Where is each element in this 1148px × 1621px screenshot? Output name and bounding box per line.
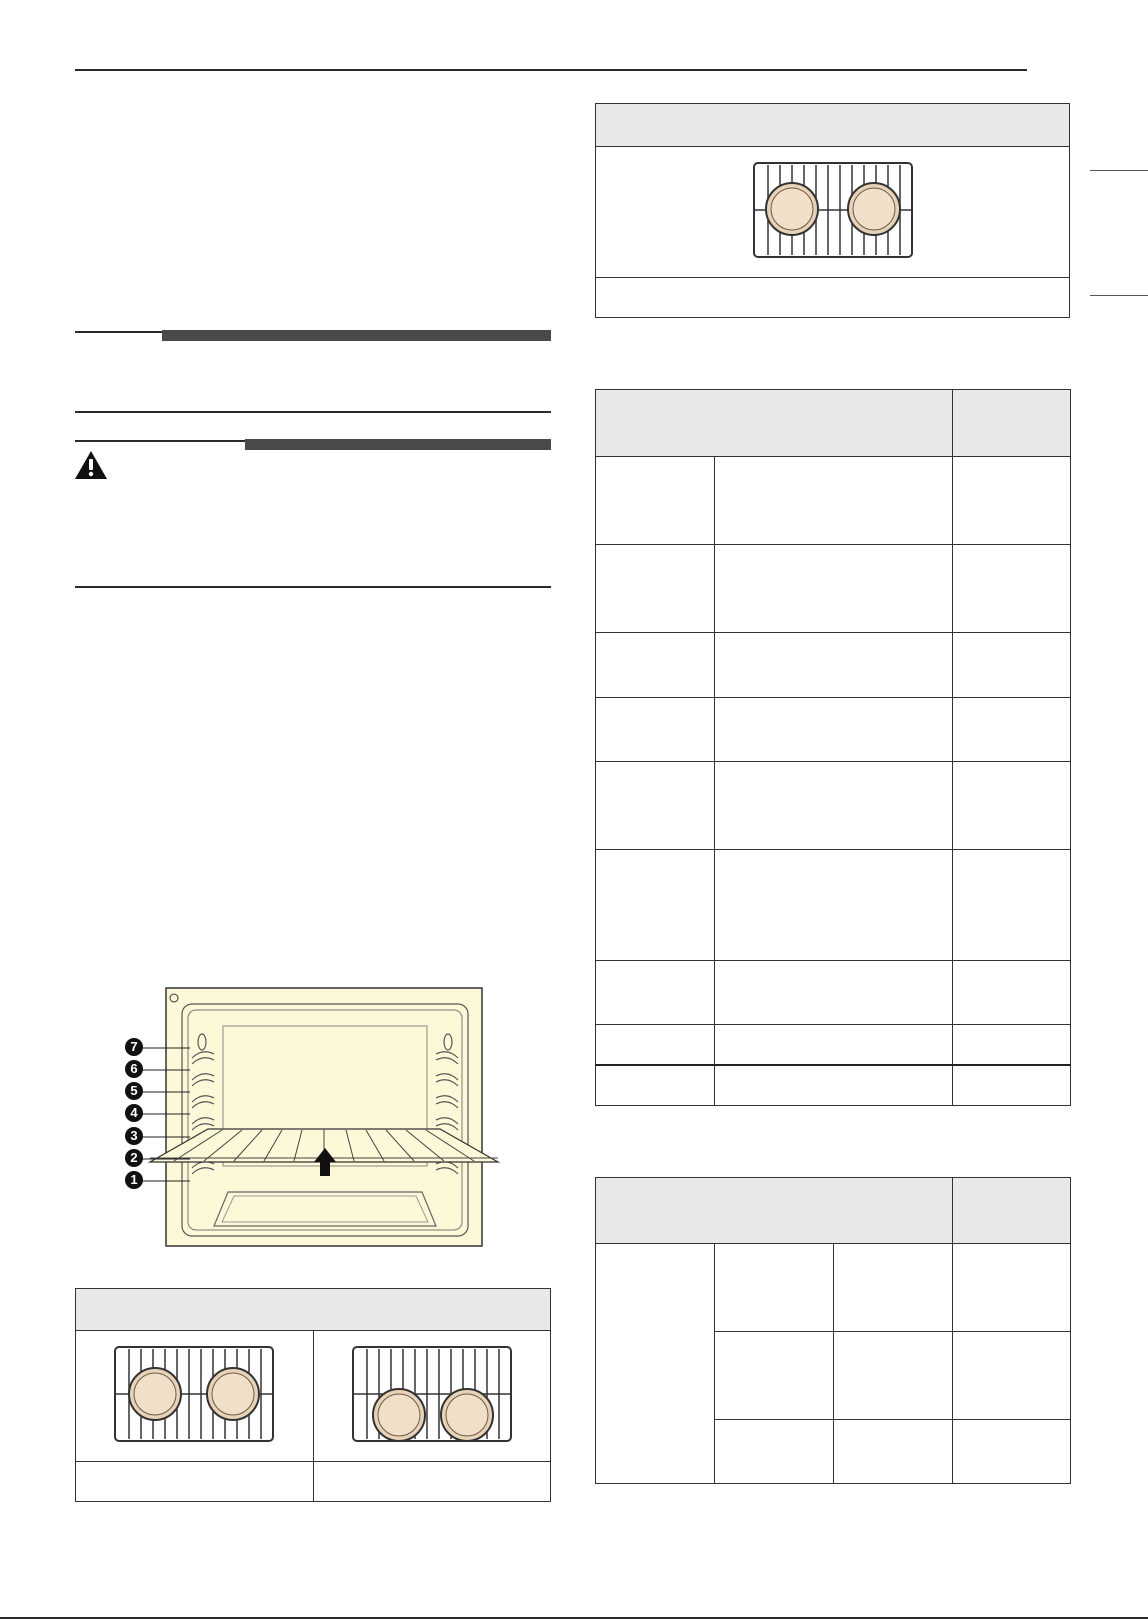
warning-bottom-rule [75,586,551,588]
warning-heading-thin-rule [75,440,245,442]
placement-cell-right [313,1331,551,1462]
table-header-rack [953,390,1071,457]
table-row-cell [715,698,953,762]
warning-heading-bar [245,439,551,450]
table-header [76,1289,551,1331]
rack-position-3: 3 [125,1127,143,1145]
table-header-food [596,390,953,457]
page-header-rule [75,69,1027,71]
placement-caption-left [76,1462,314,1502]
table-row-cell [596,457,715,545]
table-row-cell [953,961,1071,1025]
table-row-cell [715,1244,834,1332]
table-row-cell [953,1065,1071,1106]
table-row-cell [596,850,715,961]
table-group-cell [596,1244,715,1484]
placement-cell-left [76,1331,314,1462]
note-heading-thin-rule [75,331,163,333]
table-row-cell [953,762,1071,850]
note-heading-bar [162,330,551,341]
table-row-cell [715,762,953,850]
table-row-cell [953,633,1071,698]
table-row-cell [834,1332,953,1420]
table-row-cell [596,698,715,762]
table-row-cell [953,1420,1071,1484]
single-rack-placement-table [595,103,1070,318]
table-row-cell [715,1420,834,1484]
table-row-cell [715,545,953,633]
table-header-food [596,1178,953,1244]
note-bottom-rule [75,411,551,413]
rack-recommendation-table [595,389,1071,1106]
table-row-cell [953,850,1071,961]
table-row-cell [715,633,953,698]
page-footer-rule [0,1617,1148,1619]
rack-position-6: 6 [125,1060,143,1078]
table-row-cell [596,1025,715,1065]
table-row-cell [715,961,953,1025]
table-row-cell [715,457,953,545]
rack-position-4: 4 [125,1104,143,1122]
rack-with-two-pans-illustration [109,1339,279,1449]
rack-position-labels [125,1038,145,1198]
table-row-cell [953,457,1071,545]
table-row-cell [953,545,1071,633]
table-row-cell [715,1065,953,1106]
table-row-cell [953,1025,1071,1065]
table-row-cell [834,1244,953,1332]
table-row-cell [715,1025,953,1065]
multi-rack-placement-table [75,1288,551,1502]
placement-caption-right [313,1462,551,1502]
rack-position-2: 2 [125,1149,143,1167]
side-tab-divider-top [1090,170,1148,171]
table-row-cell [715,850,953,961]
warning-triangle-icon [74,450,108,480]
table-row-cell [596,762,715,850]
rack-with-two-pans-illustration [748,155,918,265]
table-row-cell [715,1332,834,1420]
side-tab-divider-bottom [1090,295,1148,296]
table-row-cell [596,1065,715,1106]
table-row-cell [953,1332,1071,1420]
rack-position-5: 5 [125,1082,143,1100]
multi-rack-recommendation-table [595,1177,1071,1484]
rack-position-1: 1 [125,1171,143,1189]
placement-cell [596,147,1070,278]
table-row-cell [953,698,1071,762]
rack-with-two-pans-front-illustration [347,1339,517,1449]
oven-rack-position-diagram [110,980,510,1250]
table-header [596,104,1070,147]
table-row-cell [596,961,715,1025]
table-header-rack [953,1178,1071,1244]
placement-caption [596,278,1070,318]
table-row-cell [953,1244,1071,1332]
table-row-cell [596,633,715,698]
table-row-cell [834,1420,953,1484]
table-row-cell [596,545,715,633]
rack-position-7: 7 [125,1038,143,1056]
